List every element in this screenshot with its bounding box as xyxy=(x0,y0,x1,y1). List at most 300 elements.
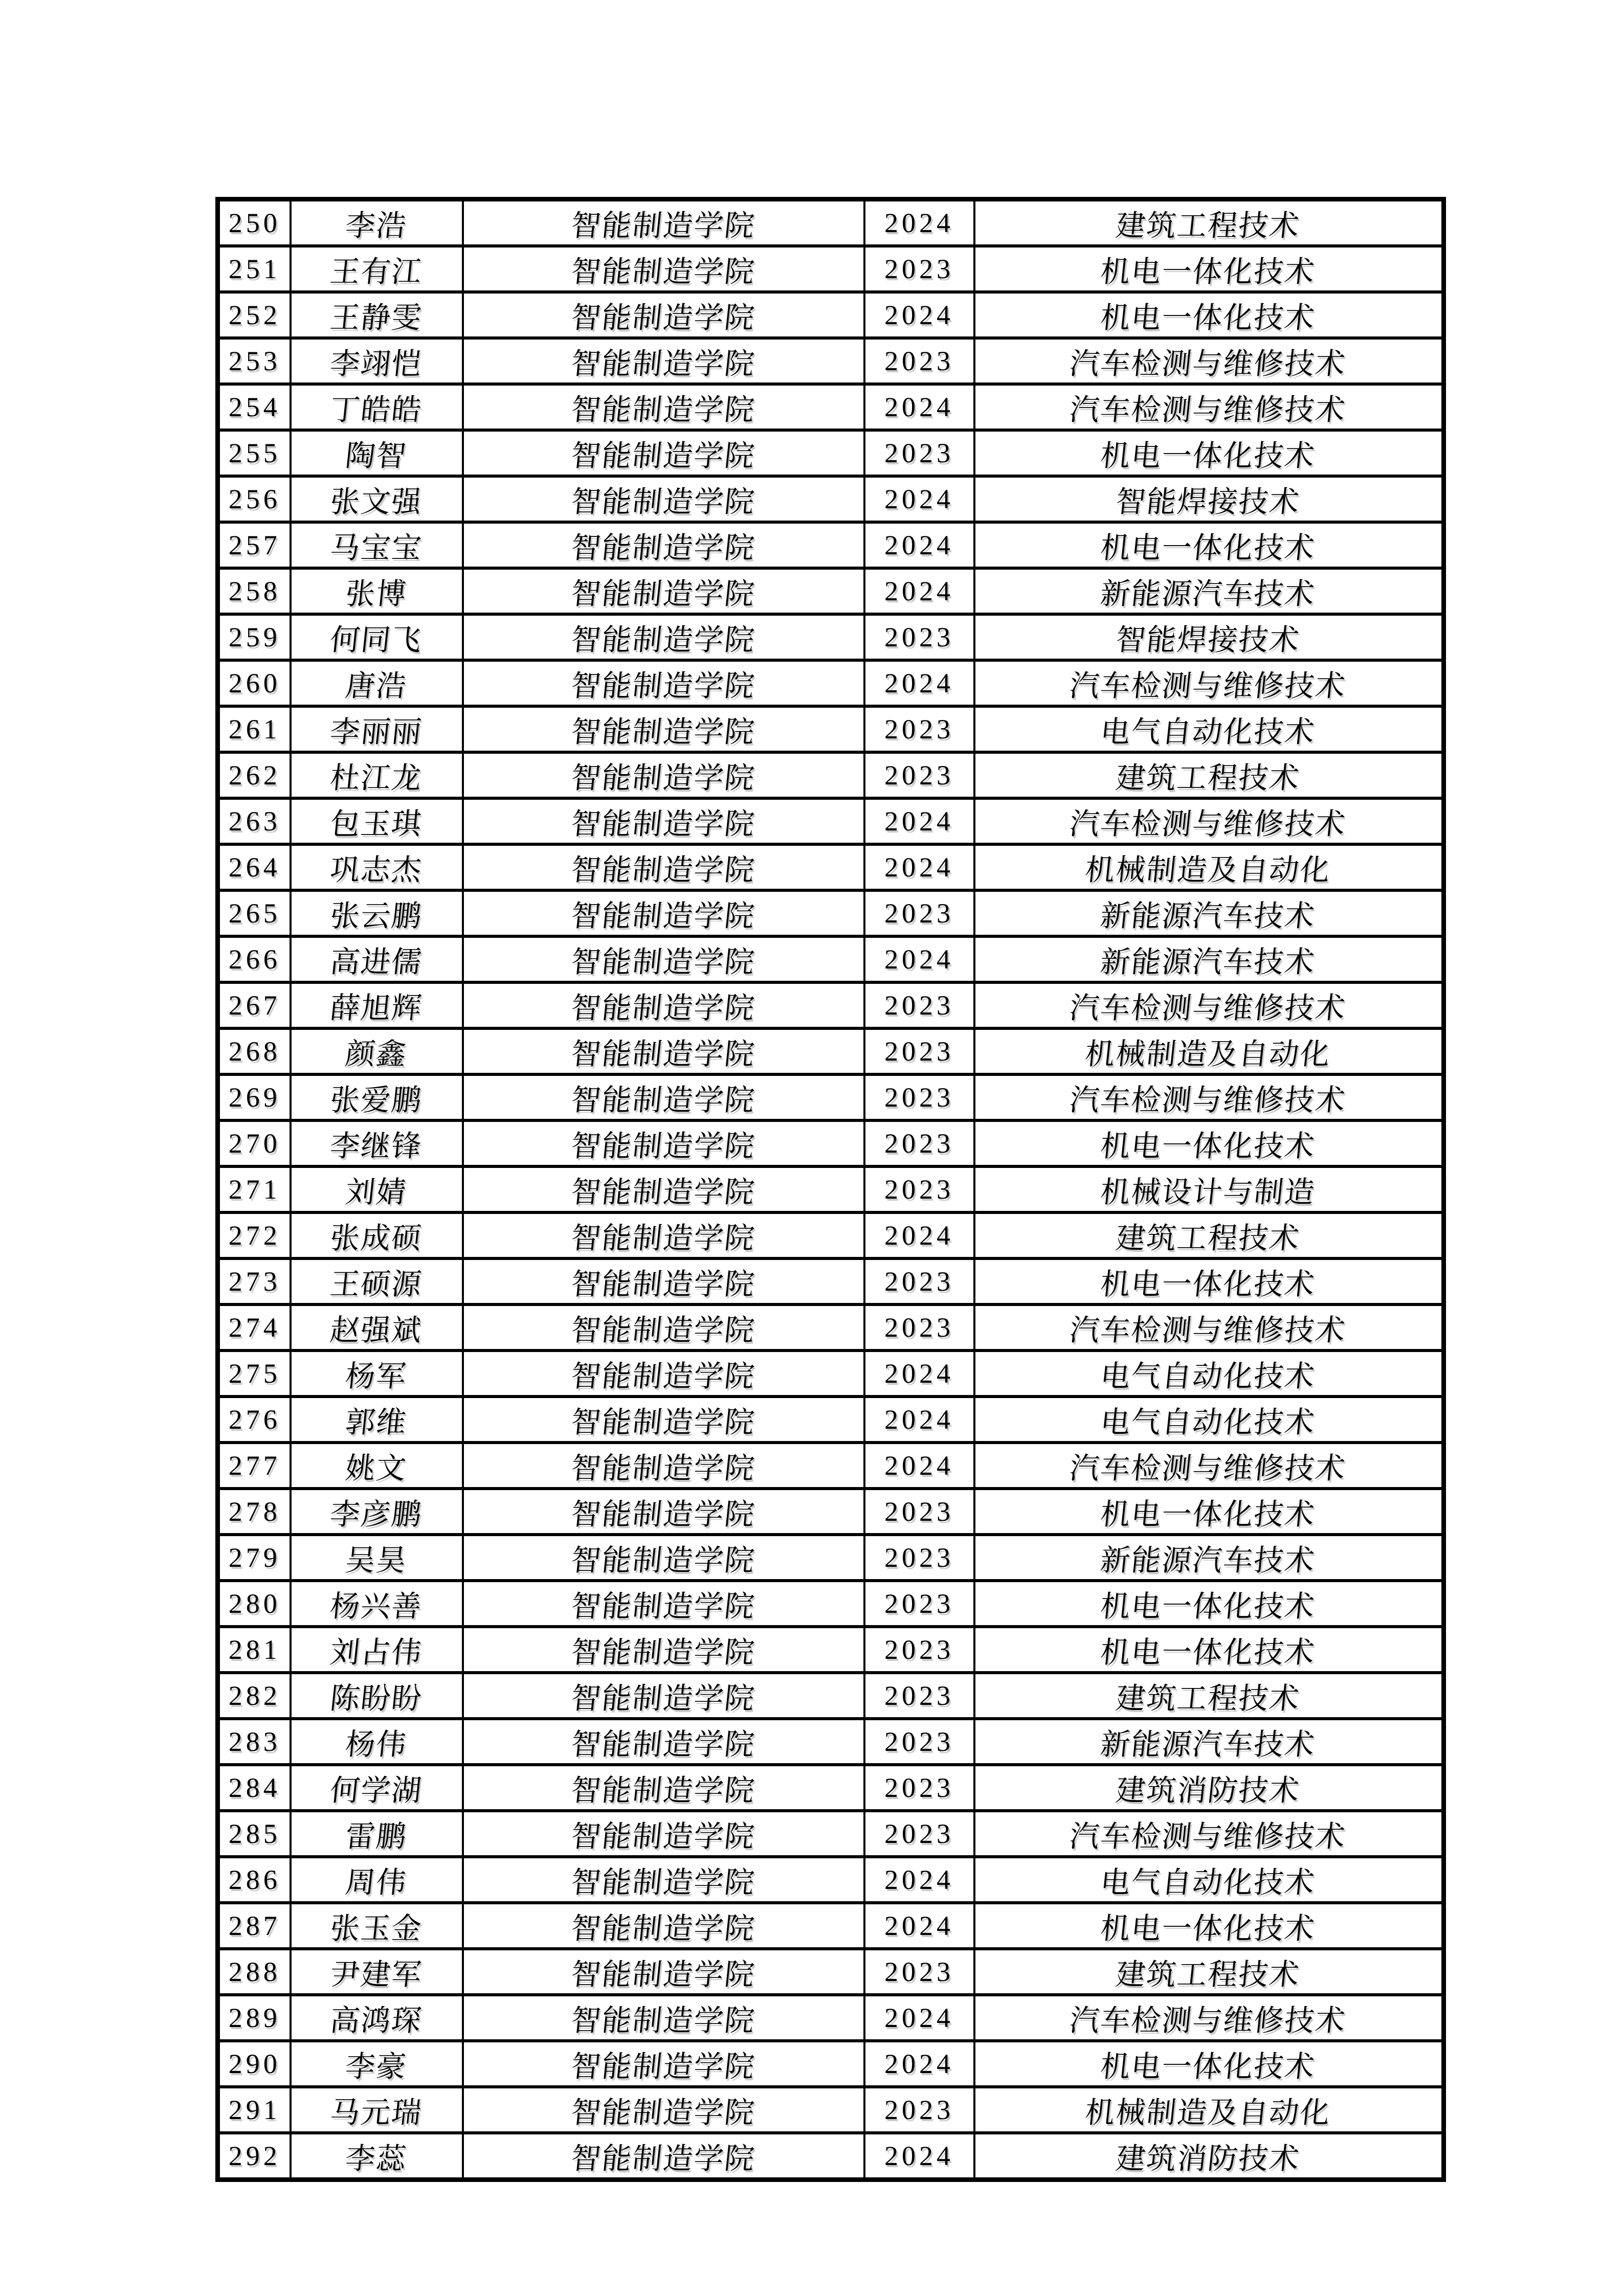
year-value: 2024 xyxy=(884,2049,954,2079)
cell-major xyxy=(974,1489,1444,1535)
index-value: 273 xyxy=(228,1266,281,1297)
index-value: 284 xyxy=(228,1772,281,1803)
year-value: 2023 xyxy=(884,760,954,791)
cell-major xyxy=(974,844,1444,890)
cell-major xyxy=(974,1673,1444,1719)
cell-name xyxy=(291,1857,463,1903)
college-value: 智能制造学院 xyxy=(569,899,757,933)
cell-college xyxy=(463,660,864,706)
cell-index xyxy=(218,1765,291,1811)
cell-major xyxy=(974,660,1444,706)
table-row xyxy=(218,1350,1444,1397)
cell-year xyxy=(864,1535,974,1581)
index-value: 254 xyxy=(228,392,281,422)
cell-name xyxy=(291,614,463,660)
major-value: 机电一体化技术 xyxy=(1099,2050,1318,2083)
name-value: 包玉琪 xyxy=(328,807,424,841)
college-value: 智能制造学院 xyxy=(569,669,757,703)
cell-index xyxy=(218,936,291,982)
major-value: 建筑消防技术 xyxy=(1114,2142,1302,2175)
index-value: 255 xyxy=(228,438,281,468)
year-value: 2024 xyxy=(884,1910,954,1941)
table-row xyxy=(218,384,1444,430)
name-value: 唐浩 xyxy=(343,669,409,703)
cell-college xyxy=(463,614,864,660)
college-value: 智能制造学院 xyxy=(569,1544,757,1577)
major-value: 建筑工程技术 xyxy=(1114,1958,1302,1991)
cell-college xyxy=(463,1350,864,1397)
cell-name xyxy=(291,1489,463,1535)
cell-name xyxy=(291,199,463,246)
cell-college xyxy=(463,1120,864,1166)
cell-index xyxy=(218,476,291,522)
college-value: 智能制造学院 xyxy=(569,992,757,1025)
cell-year xyxy=(864,798,974,844)
cell-major xyxy=(974,384,1444,430)
college-value: 智能制造学院 xyxy=(569,1636,757,1669)
name-value: 吴昊 xyxy=(343,1544,409,1577)
cell-major xyxy=(974,1857,1444,1903)
name-value: 王静雯 xyxy=(328,301,424,334)
major-value: 机电一体化技术 xyxy=(1099,1498,1318,1531)
year-value: 2023 xyxy=(884,1312,954,1343)
cell-major xyxy=(974,1120,1444,1166)
cell-index xyxy=(218,199,291,246)
cell-college xyxy=(463,338,864,384)
name-value: 王有江 xyxy=(328,255,424,288)
name-value: 李蕊 xyxy=(343,2142,409,2175)
name-value: 杜江龙 xyxy=(328,761,424,795)
index-value: 262 xyxy=(228,760,281,791)
major-value: 汽车检测与维修技术 xyxy=(1068,393,1348,426)
table-row xyxy=(218,1258,1444,1304)
index-value: 259 xyxy=(228,622,281,652)
cell-college xyxy=(463,246,864,292)
year-value: 2024 xyxy=(884,2141,954,2171)
name-value: 薛旭辉 xyxy=(328,992,424,1025)
table-row xyxy=(218,1811,1444,1857)
cell-college xyxy=(463,936,864,982)
cell-college xyxy=(463,1811,864,1857)
college-value: 智能制造学院 xyxy=(569,2096,757,2129)
table-row xyxy=(218,844,1444,890)
cell-college xyxy=(463,1949,864,1995)
cell-name xyxy=(291,522,463,568)
cell-index xyxy=(218,1350,291,1397)
cell-name xyxy=(291,384,463,430)
cell-index xyxy=(218,292,291,338)
cell-year xyxy=(864,1857,974,1903)
index-value: 281 xyxy=(228,1634,281,1665)
cell-name xyxy=(291,1258,463,1304)
cell-index xyxy=(218,1258,291,1304)
major-value: 汽车检测与维修技术 xyxy=(1068,1452,1348,1485)
cell-index xyxy=(218,798,291,844)
cell-college xyxy=(463,1258,864,1304)
cell-index xyxy=(218,384,291,430)
cell-major xyxy=(974,2087,1444,2133)
major-value: 汽车检测与维修技术 xyxy=(1068,807,1348,841)
year-value: 2024 xyxy=(884,2002,954,2033)
name-value: 张爱鹏 xyxy=(328,1084,424,1117)
cell-name xyxy=(291,706,463,752)
cell-major xyxy=(974,1535,1444,1581)
cell-index xyxy=(218,706,291,752)
cell-index xyxy=(218,752,291,798)
cell-name xyxy=(291,1581,463,1627)
cell-year xyxy=(864,844,974,890)
college-value: 智能制造学院 xyxy=(569,761,757,795)
college-value: 智能制造学院 xyxy=(569,1912,757,1945)
cell-major xyxy=(974,1949,1444,1995)
name-value: 李继锋 xyxy=(328,1130,424,1163)
year-value: 2024 xyxy=(884,208,954,238)
index-value: 280 xyxy=(228,1588,281,1619)
index-value: 271 xyxy=(228,1174,281,1205)
cell-college xyxy=(463,2087,864,2133)
cell-name xyxy=(291,1120,463,1166)
year-value: 2023 xyxy=(884,898,954,929)
cell-college xyxy=(463,982,864,1028)
index-value: 290 xyxy=(228,2049,281,2079)
name-value: 张成硕 xyxy=(328,1222,424,1255)
cell-year xyxy=(864,936,974,982)
index-value: 252 xyxy=(228,300,281,330)
table-row xyxy=(218,752,1444,798)
cell-college xyxy=(463,2133,864,2180)
year-value: 2024 xyxy=(884,852,954,883)
cell-college xyxy=(463,1028,864,1074)
table-row xyxy=(218,1489,1444,1535)
year-value: 2024 xyxy=(884,944,954,975)
cell-college xyxy=(463,706,864,752)
cell-college xyxy=(463,1581,864,1627)
cell-name xyxy=(291,292,463,338)
college-value: 智能制造学院 xyxy=(569,2004,757,2037)
cell-year xyxy=(864,522,974,568)
major-value: 机电一体化技术 xyxy=(1099,1636,1318,1669)
college-value: 智能制造学院 xyxy=(569,255,757,288)
cell-major xyxy=(974,1074,1444,1120)
cell-index xyxy=(218,1673,291,1719)
year-value: 2024 xyxy=(884,1220,954,1251)
year-value: 2024 xyxy=(884,576,954,606)
index-value: 285 xyxy=(228,1818,281,1849)
major-value: 机电一体化技术 xyxy=(1099,301,1318,334)
index-value: 292 xyxy=(228,2141,281,2171)
major-value: 建筑工程技术 xyxy=(1114,1682,1302,1715)
cell-year xyxy=(864,1903,974,1949)
major-value: 机电一体化技术 xyxy=(1099,1590,1318,1623)
college-value: 智能制造学院 xyxy=(569,1084,757,1117)
index-value: 277 xyxy=(228,1450,281,1481)
cell-major xyxy=(974,890,1444,936)
cell-name xyxy=(291,1949,463,1995)
cell-major xyxy=(974,1350,1444,1397)
cell-major xyxy=(974,798,1444,844)
year-value: 2024 xyxy=(884,484,954,514)
table-row xyxy=(218,890,1444,936)
cell-major xyxy=(974,2133,1444,2180)
major-value: 机电一体化技术 xyxy=(1099,255,1318,288)
cell-major xyxy=(974,1627,1444,1673)
name-value: 李丽丽 xyxy=(328,715,424,749)
table-row xyxy=(218,1581,1444,1627)
year-value: 2024 xyxy=(884,806,954,837)
college-value: 智能制造学院 xyxy=(569,1452,757,1485)
name-value: 刘婧 xyxy=(343,1176,409,1209)
cell-major xyxy=(974,614,1444,660)
cell-college xyxy=(463,568,864,614)
college-value: 智能制造学院 xyxy=(569,2050,757,2083)
cell-college xyxy=(463,1212,864,1258)
name-value: 高鸿琛 xyxy=(328,2004,424,2037)
cell-college xyxy=(463,1765,864,1811)
cell-college xyxy=(463,1535,864,1581)
cell-name xyxy=(291,430,463,476)
year-value: 2023 xyxy=(884,1542,954,1573)
college-value: 智能制造学院 xyxy=(569,1498,757,1531)
cell-name xyxy=(291,844,463,890)
cell-name xyxy=(291,660,463,706)
cell-name xyxy=(291,1074,463,1120)
name-value: 杨兴善 xyxy=(328,1590,424,1623)
index-value: 279 xyxy=(228,1542,281,1573)
name-value: 王硕源 xyxy=(328,1268,424,1301)
table-row xyxy=(218,936,1444,982)
college-value: 智能制造学院 xyxy=(569,807,757,841)
table-row xyxy=(218,199,1444,246)
cell-index xyxy=(218,1120,291,1166)
cell-year xyxy=(864,1350,974,1397)
cell-year xyxy=(864,1719,974,1765)
cell-college xyxy=(463,1857,864,1903)
cell-college xyxy=(463,890,864,936)
cell-year xyxy=(864,1120,974,1166)
cell-index xyxy=(218,890,291,936)
index-value: 269 xyxy=(228,1082,281,1113)
major-value: 汽车检测与维修技术 xyxy=(1068,1820,1348,1853)
college-value: 智能制造学院 xyxy=(569,1314,757,1347)
cell-year xyxy=(864,1397,974,1443)
year-value: 2023 xyxy=(884,1726,954,1757)
name-value: 李浩 xyxy=(343,209,409,242)
college-value: 智能制造学院 xyxy=(569,393,757,426)
year-value: 2023 xyxy=(884,1082,954,1113)
major-value: 汽车检测与维修技术 xyxy=(1068,669,1348,703)
index-value: 266 xyxy=(228,944,281,975)
cell-index xyxy=(218,1719,291,1765)
table-row xyxy=(218,292,1444,338)
cell-year xyxy=(864,384,974,430)
year-value: 2023 xyxy=(884,622,954,652)
major-value: 新能源汽车技术 xyxy=(1099,1728,1318,1761)
college-value: 智能制造学院 xyxy=(569,1682,757,1715)
cell-year xyxy=(864,1258,974,1304)
cell-index xyxy=(218,1627,291,1673)
cell-year xyxy=(864,1166,974,1212)
major-value: 机电一体化技术 xyxy=(1099,1912,1318,1945)
cell-year xyxy=(864,1489,974,1535)
table-row xyxy=(218,1028,1444,1074)
cell-name xyxy=(291,476,463,522)
cell-college xyxy=(463,430,864,476)
cell-major xyxy=(974,1028,1444,1074)
year-value: 2024 xyxy=(884,1864,954,1895)
college-value: 智能制造学院 xyxy=(569,715,757,749)
cell-name xyxy=(291,1719,463,1765)
college-value: 智能制造学院 xyxy=(569,1774,757,1807)
cell-college xyxy=(463,798,864,844)
major-value: 电气自动化技术 xyxy=(1099,1406,1318,1439)
cell-major xyxy=(974,752,1444,798)
index-value: 291 xyxy=(228,2095,281,2125)
cell-college xyxy=(463,522,864,568)
cell-name xyxy=(291,1397,463,1443)
major-value: 汽车检测与维修技术 xyxy=(1068,2004,1348,2037)
college-value: 智能制造学院 xyxy=(569,1866,757,1899)
table-row xyxy=(218,522,1444,568)
index-value: 263 xyxy=(228,806,281,837)
cell-major xyxy=(974,1397,1444,1443)
cell-year xyxy=(864,1028,974,1074)
major-value: 新能源汽车技术 xyxy=(1099,899,1318,933)
cell-college xyxy=(463,1903,864,1949)
college-value: 智能制造学院 xyxy=(569,853,757,887)
cell-index xyxy=(218,844,291,890)
index-value: 270 xyxy=(228,1128,281,1159)
cell-name xyxy=(291,890,463,936)
index-value: 253 xyxy=(228,346,281,376)
cell-index xyxy=(218,1581,291,1627)
cell-major xyxy=(974,1443,1444,1489)
cell-index xyxy=(218,614,291,660)
year-value: 2023 xyxy=(884,1036,954,1067)
year-value: 2023 xyxy=(884,1174,954,1205)
table-row xyxy=(218,1719,1444,1765)
index-value: 276 xyxy=(228,1404,281,1435)
cell-college xyxy=(463,1074,864,1120)
major-value: 新能源汽车技术 xyxy=(1099,946,1318,979)
major-value: 智能焊接技术 xyxy=(1114,485,1302,519)
name-value: 刘占伟 xyxy=(328,1636,424,1669)
index-value: 264 xyxy=(228,852,281,883)
cell-major xyxy=(974,1995,1444,2041)
college-value: 智能制造学院 xyxy=(569,1406,757,1439)
major-value: 新能源汽车技术 xyxy=(1099,577,1318,611)
table-row xyxy=(218,1535,1444,1581)
year-value: 2023 xyxy=(884,1818,954,1849)
cell-name xyxy=(291,246,463,292)
cell-college xyxy=(463,1995,864,2041)
index-value: 256 xyxy=(228,484,281,514)
cell-college xyxy=(463,1489,864,1535)
cell-college xyxy=(463,1627,864,1673)
table-row xyxy=(218,2087,1444,2133)
major-value: 机电一体化技术 xyxy=(1099,1130,1318,1163)
cell-name xyxy=(291,1443,463,1489)
cell-year xyxy=(864,476,974,522)
name-value: 周伟 xyxy=(343,1866,409,1899)
major-value: 电气自动化技术 xyxy=(1099,715,1318,749)
index-value: 283 xyxy=(228,1726,281,1757)
major-value: 汽车检测与维修技术 xyxy=(1068,992,1348,1025)
cell-major xyxy=(974,292,1444,338)
cell-year xyxy=(864,706,974,752)
cell-year xyxy=(864,568,974,614)
table-row xyxy=(218,476,1444,522)
college-value: 智能制造学院 xyxy=(569,1268,757,1301)
college-value: 智能制造学院 xyxy=(569,347,757,380)
cell-year xyxy=(864,1811,974,1857)
cell-year xyxy=(864,1949,974,1995)
cell-year xyxy=(864,752,974,798)
name-value: 姚文 xyxy=(343,1452,409,1485)
cell-index xyxy=(218,1811,291,1857)
cell-major xyxy=(974,982,1444,1028)
table-row xyxy=(218,2041,1444,2087)
cell-year xyxy=(864,2133,974,2180)
cell-year xyxy=(864,1304,974,1350)
cell-name xyxy=(291,982,463,1028)
index-value: 257 xyxy=(228,530,281,560)
cell-index xyxy=(218,1397,291,1443)
cell-college xyxy=(463,1443,864,1489)
cell-year xyxy=(864,2087,974,2133)
table-row xyxy=(218,1857,1444,1903)
cell-college xyxy=(463,2041,864,2087)
cell-major xyxy=(974,1811,1444,1857)
major-value: 汽车检测与维修技术 xyxy=(1068,1084,1348,1117)
cell-name xyxy=(291,1903,463,1949)
name-value: 陈盼盼 xyxy=(328,1682,424,1715)
major-value: 汽车检测与维修技术 xyxy=(1068,347,1348,380)
cell-name xyxy=(291,936,463,982)
name-value: 杨军 xyxy=(343,1360,409,1393)
cell-index xyxy=(218,1995,291,2041)
major-value: 电气自动化技术 xyxy=(1099,1866,1318,1899)
cell-major xyxy=(974,1719,1444,1765)
college-value: 智能制造学院 xyxy=(569,1590,757,1623)
name-value: 马宝宝 xyxy=(328,531,424,565)
major-value: 建筑工程技术 xyxy=(1114,761,1302,795)
college-value: 智能制造学院 xyxy=(569,577,757,611)
cell-index xyxy=(218,982,291,1028)
cell-major xyxy=(974,522,1444,568)
table-row xyxy=(218,1304,1444,1350)
table-row xyxy=(218,614,1444,660)
table-row xyxy=(218,2133,1444,2180)
cell-year xyxy=(864,2041,974,2087)
index-value: 250 xyxy=(228,208,281,238)
year-value: 2023 xyxy=(884,714,954,745)
cell-year xyxy=(864,1074,974,1120)
college-value: 智能制造学院 xyxy=(569,1820,757,1853)
cell-year xyxy=(864,1212,974,1258)
cell-year xyxy=(864,890,974,936)
cell-index xyxy=(218,1489,291,1535)
cell-major xyxy=(974,1166,1444,1212)
cell-year xyxy=(864,430,974,476)
year-value: 2023 xyxy=(884,990,954,1021)
cell-index xyxy=(218,660,291,706)
table-row xyxy=(218,338,1444,384)
major-value: 智能焊接技术 xyxy=(1114,623,1302,657)
year-value: 2023 xyxy=(884,2095,954,2125)
name-value: 李豪 xyxy=(343,2050,409,2083)
major-value: 机电一体化技术 xyxy=(1099,439,1318,472)
cell-index xyxy=(218,1443,291,1489)
